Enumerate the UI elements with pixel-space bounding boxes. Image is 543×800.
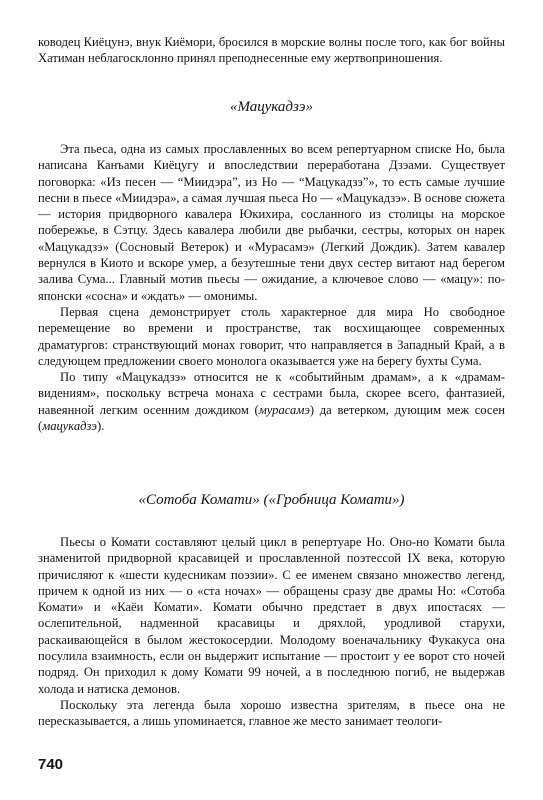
italic-term: мурасамэ xyxy=(258,402,310,417)
intro-paragraph: ководец Киёцунэ, внук Киёмори, бросился в морские волны после того, как бог войны Хатиман неблагосклонно принял преподнесенные ему жертвоприношения. xyxy=(38,35,505,66)
italic-term: мацукадзэ xyxy=(42,419,97,434)
section-heading-sotoba-komachi: «Сотоба Комати» («Гробница Комати») xyxy=(138,492,405,508)
paragraph xyxy=(38,369,505,434)
section-heading-matsukaze: «Мацукадзэ» xyxy=(230,99,313,115)
paragraph: Эта пьеса, одна из самых прославленных во всем репертуарном списке Но, была написана Канъами Киёцугу и впоследствии переработана Дзэами. Существует поговорка: «Из песен — “Миидэра”, из Но — “Мацукадзэ”», то есть самые лучшие песни в пьесе «Миидэра», а самая лучшая пьеса Но — «Мацукадзэ». В основе сюжета — история придворного кавалера Юкихира, сосланного из столицы на морское побережье, в Сэтцу. Здесь кавалера любили две рыбачки, сестры, которых он нарек «Мацукадзэ» (Сосновый Ветерок) и «Мурасамэ» (Легкий Дождик). Затем кавалер вернулся в Киото и вскоре умер, а безутешные тени двух сестер витают над берегом залива Сума... Главный мотив пьесы — ожидание, а ключевое слово — «мацу»: по-японски «сосна» и «ждать» — омонимы. xyxy=(38,142,505,303)
paragraph-text: ). xyxy=(96,419,105,434)
paragraph-text: ) да ветерком, дующим меж сосен ( xyxy=(38,402,505,434)
page-number: 740 xyxy=(38,756,64,773)
section-body-matsukaze xyxy=(38,141,505,434)
paragraph: Первая сцена демонстрирует столь характерное для мира Но свободное перемещение во времени и пространстве, так восхищающее современных драматургов: странствующий монах говорит, что направляется в Западный Край, а в следующем предложении своего монолога оказывается уже на берегу бухты Сума. xyxy=(38,304,505,368)
paragraph: Пьесы о Комати составляют целый цикл в репертуаре Но. Оно-но Комати была знаменитой придворной красавицей и прославленной поэтессой IX века, которую причисляют к «шести кудесникам поэзии». С ее именем связано множество легенд, причем к одной из них — о «ста ночах» — обращены сразу две драмы Но: «Сотоба Комати» и «Каёи Комати». Комати обычно предстает в двух ипостасях — ослепительной, надменной красавицы и дряхлой, уродливой старухи, раскаивающейся в былом жестокосердии. Молодому военачальнику Фукакуса она посулила взаимность, если он выдержит испытание — простоит у ее ворот сто ночей подряд. Он приходил к дому Комати 99 ночей, а в последнюю погиб, не выдержав холода и натиска демонов. xyxy=(38,535,505,696)
intro-text-block xyxy=(38,34,505,67)
paragraph: Поскольку эта легенда была хорошо известна зрителям, в пьесе она не пересказывается, а лишь упоминается, главное же место занимает теологи- xyxy=(38,697,505,729)
section-body-sotoba-komachi xyxy=(38,534,505,730)
paragraph-text: По типу «Мацукадзэ» относится не к «событийным драмам», а к «драмам-видениям», поскольку встреча монаха с сестрами была, скорее всего, фантазией, навеянной легким осенним дождиком ( xyxy=(38,370,505,417)
